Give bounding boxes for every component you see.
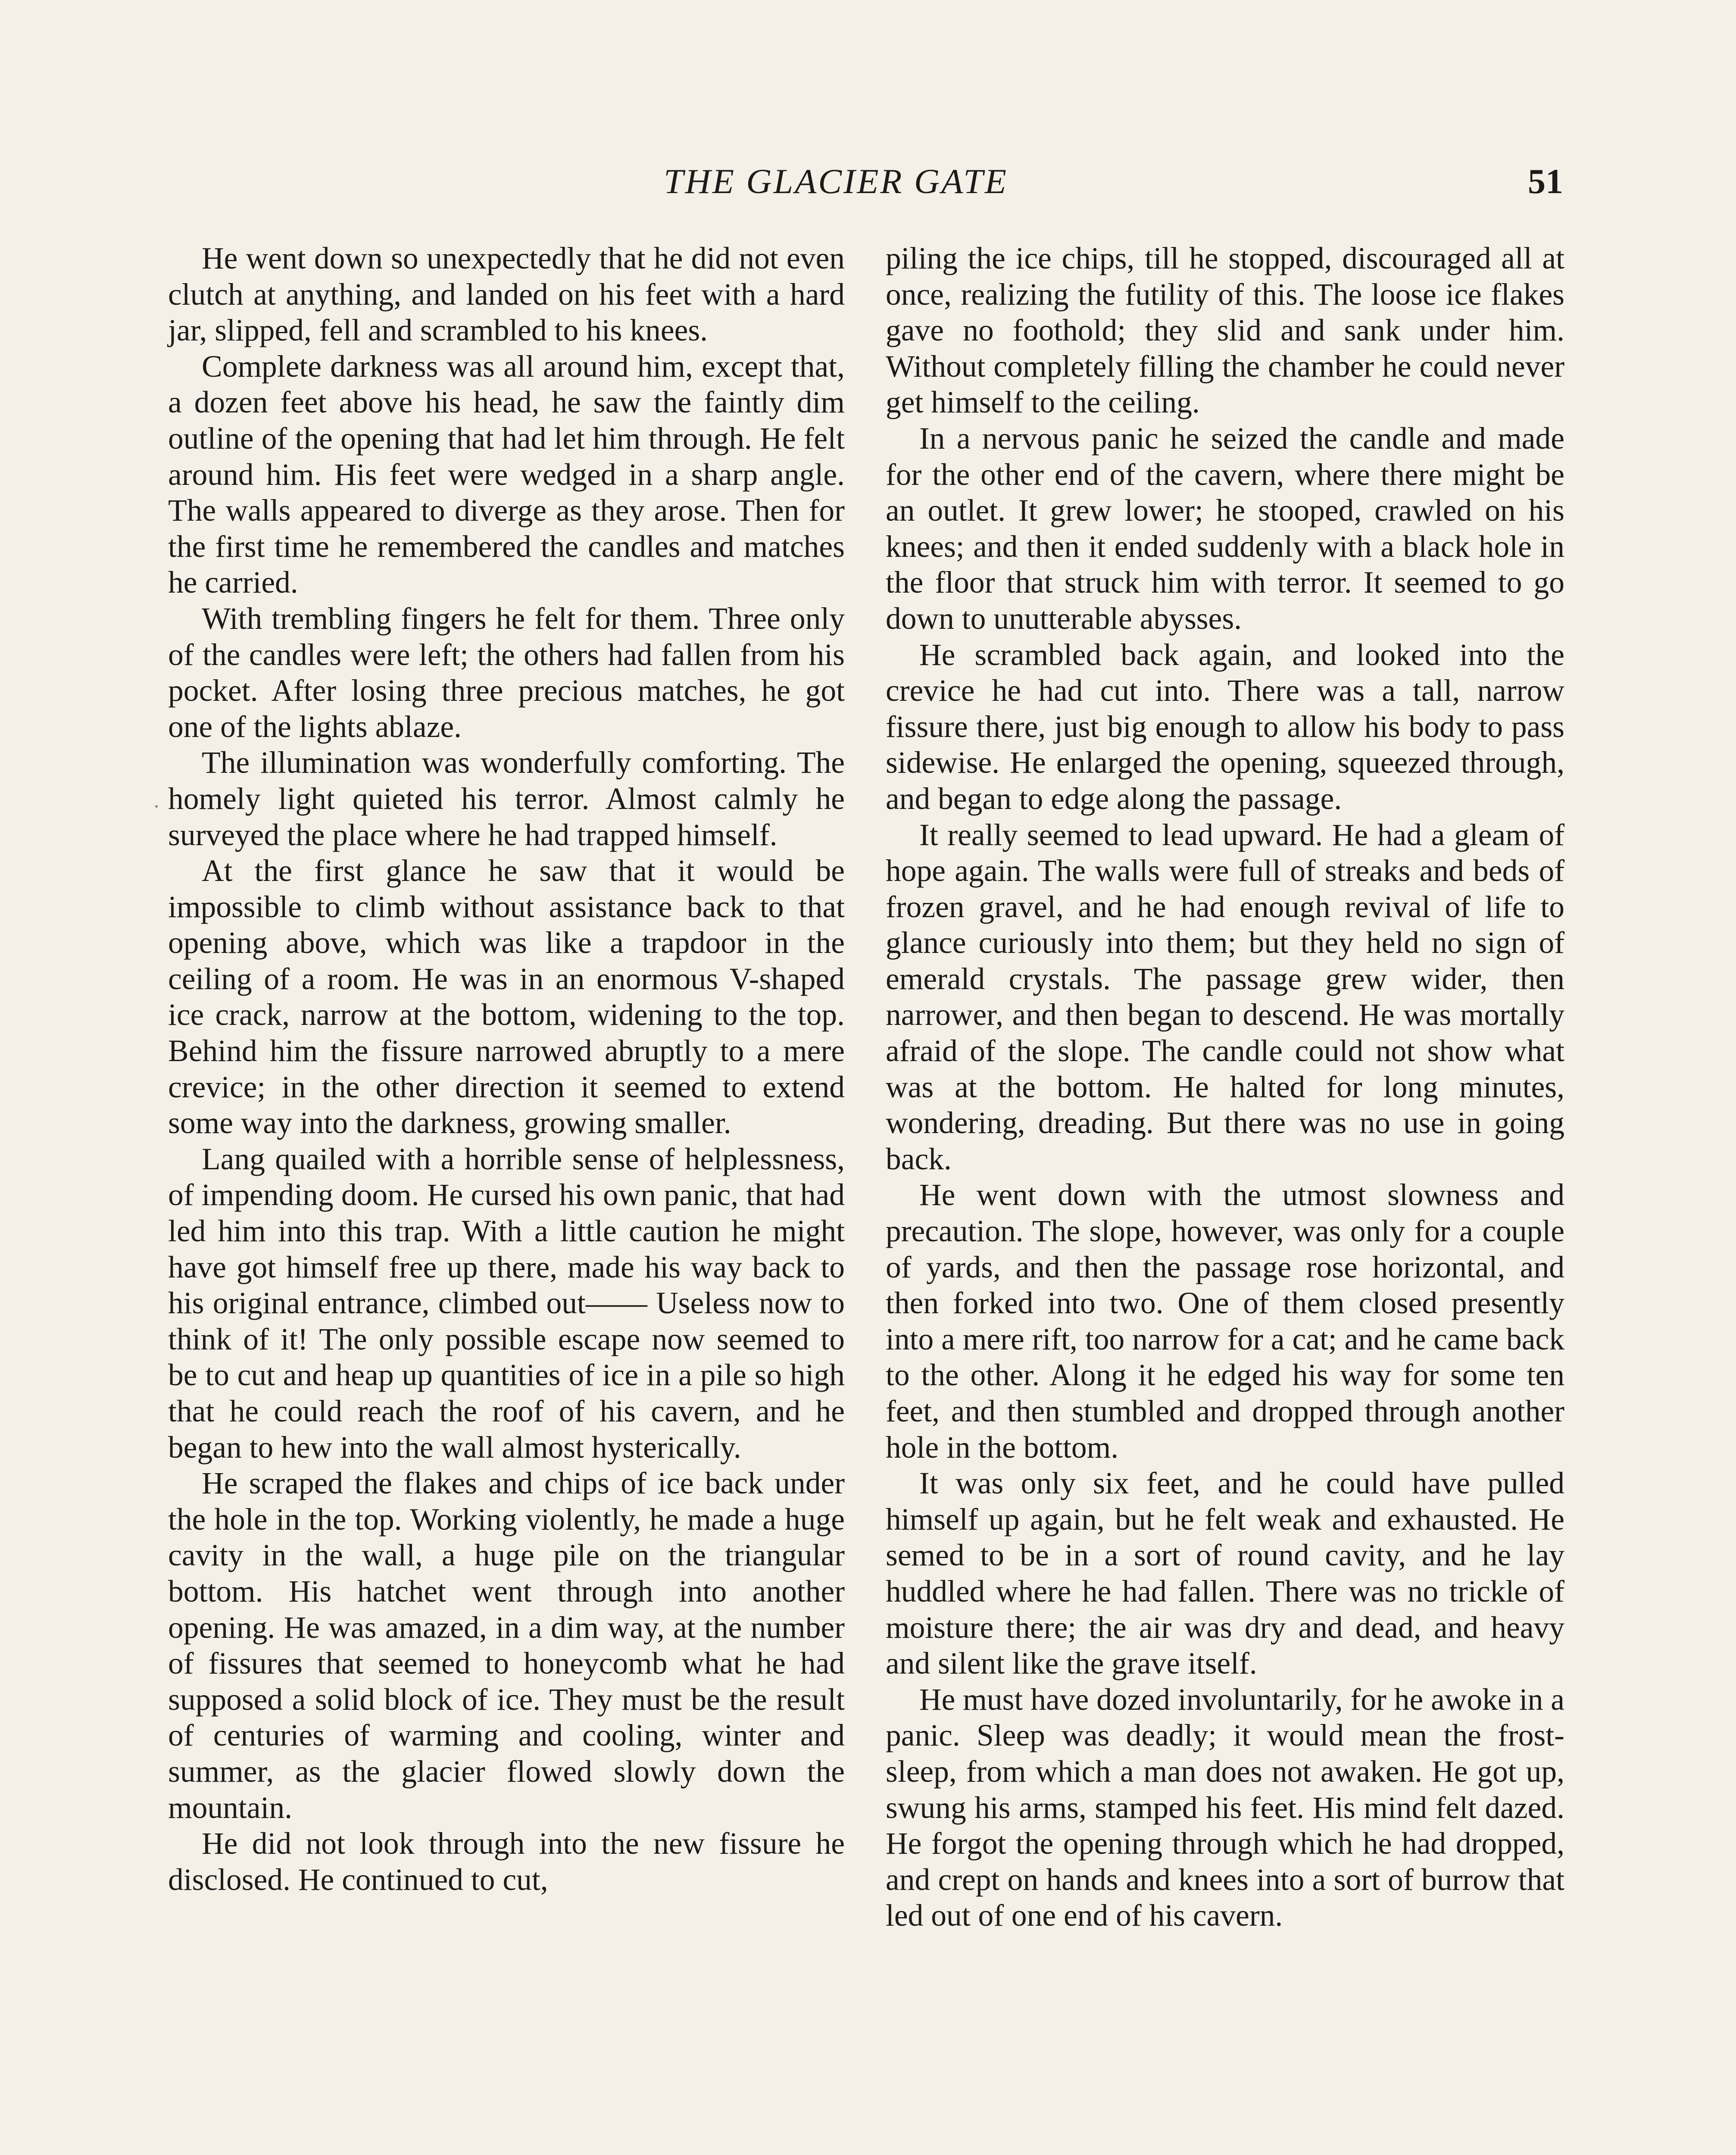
right-text-column: [886, 240, 1564, 1934]
paragraph: He scraped the flakes and chips of ice back under the hole in the top. Working violently, he made a huge cavity in the wall, a huge pile on the triangular bottom. His hatchet went through into another opening. He was amazed, in a dim way, at the number of fissures that seemed to honeycomb what he had supposed a solid block of ice. They must be the result of centuries of warming and cooling, winter and summer, as the glacier flowed slowly down the mountain.: [168, 1466, 845, 1825]
paragraph-continuation: piling the ice chips, till he stopped, discouraged all at once, realizing the futility of this. The loose ice flakes gave no foothold; they slid and sank under him. Without completely filling the chamber he could never get himself to the ceiling.: [886, 241, 1564, 420]
running-head-title: THE GLACIER GATE: [664, 162, 1008, 201]
left-text-column: [168, 240, 845, 1898]
print-speck: [155, 805, 158, 808]
paragraph: It was only six feet, and he could have pulled himself up again, but he felt weak and exhausted. He semed to be in a sort of round cavity, and he lay huddled where he had fallen. There was no trickle of moisture there; the air was dry and dead, and heavy and silent like the grave itself.: [886, 1466, 1564, 1681]
paragraph: He scrambled back again, and looked into the crevice he had cut into. There was a tall, narrow fissure there, just big enough to allow his body to pass sidewise. He enlarged the opening, squeezed through, and began to edge along the passage.: [886, 637, 1564, 816]
paragraph: He did not look through into the new fissure he disclosed. He continued to cut,: [168, 1827, 845, 1897]
paragraph: At the first glance he saw that it would be impossible to climb without assistance back to that opening above, which was like a trapdoor in the ceiling of a room. He was in an enormous V-shaped ice crack, narrow at the bottom, widening to the top. Behind him the fissure narrowed abruptly to a mere crevice; in the other direction it seemed to extend some way into the darkness, growing smaller.: [168, 854, 845, 1140]
paragraph: With trembling fingers he felt for them. Three only of the candles were left; the others had fallen from his pocket. After losing three precious matches, he got one of the lights ablaze.: [168, 601, 845, 744]
paragraph: The illumination was wonderfully comforting. The homely light quieted his terror. Almost calmly he surveyed the place where he had trapped himself.: [168, 746, 845, 852]
paragraph: He went down so unexpectedly that he did not even clutch at anything, and landed on his feet with a hard jar, slipped, fell and scrambled to his knees.: [168, 241, 845, 348]
paragraph: Lang quailed with a horrible sense of helplessness, of impending doom. He cursed his own panic, that had led him into this trap. With a little caution he might have got himself free up there, made his way back to his original entrance, climbed out—— Useless now to think of it! The only possible escape now seemed to be to cut and heap up quantities of ice in a pile so high that he could reach the roof of his cavern, and he began to hew into the wall almost hysterically.: [168, 1142, 845, 1465]
paragraph: It really seemed to lead upward. He had a gleam of hope again. The walls were full of streaks and beds of frozen gravel, and he had enough revival of life to glance curiously into them; but they held no sign of emerald crystals. The passage grew wider, then narrower, and then began to descend. He was mortally afraid of the slope. The candle could not show what was at the bottom. He halted for long minutes, wondering, dreading. But there was no use in going back.: [886, 818, 1564, 1176]
paragraph: He must have dozed involuntarily, for he awoke in a panic. Sleep was deadly; it would mean the frost-sleep, from which a man does not awaken. He got up, swung his arms, stamped his feet. His mind felt dazed. He forgot the opening through which he had dropped, and crept on hands and knees into a sort of burrow that led out of one end of his cavern.: [886, 1682, 1564, 1933]
page-number: 51: [1528, 162, 1563, 201]
paragraph: He went down with the utmost slowness and precaution. The slope, however, was only for a couple of yards, and then the passage rose horizontal, and then forked into two. One of them closed presently into a mere rift, too narrow for a cat; and he came back to the other. Along it he edged his way for some ten feet, and then stumbled and dropped through another hole in the bottom.: [886, 1178, 1564, 1465]
paragraph: Complete darkness was all around him, except that, a dozen feet above his head, he saw the faintly dim outline of the opening that had let him through. He felt around him. His feet were wedged in a sharp angle. The walls appeared to diverge as they arose. Then for the first time he remembered the candles and matches he carried.: [168, 349, 845, 600]
paragraph: In a nervous panic he seized the candle and made for the other end of the cavern, where there might be an outlet. It grew lower; he stooped, crawled on his knees; and then it ended suddenly with a black hole in the floor that struck him with terror. It seemed to go down to unutterable abysses.: [886, 421, 1564, 636]
